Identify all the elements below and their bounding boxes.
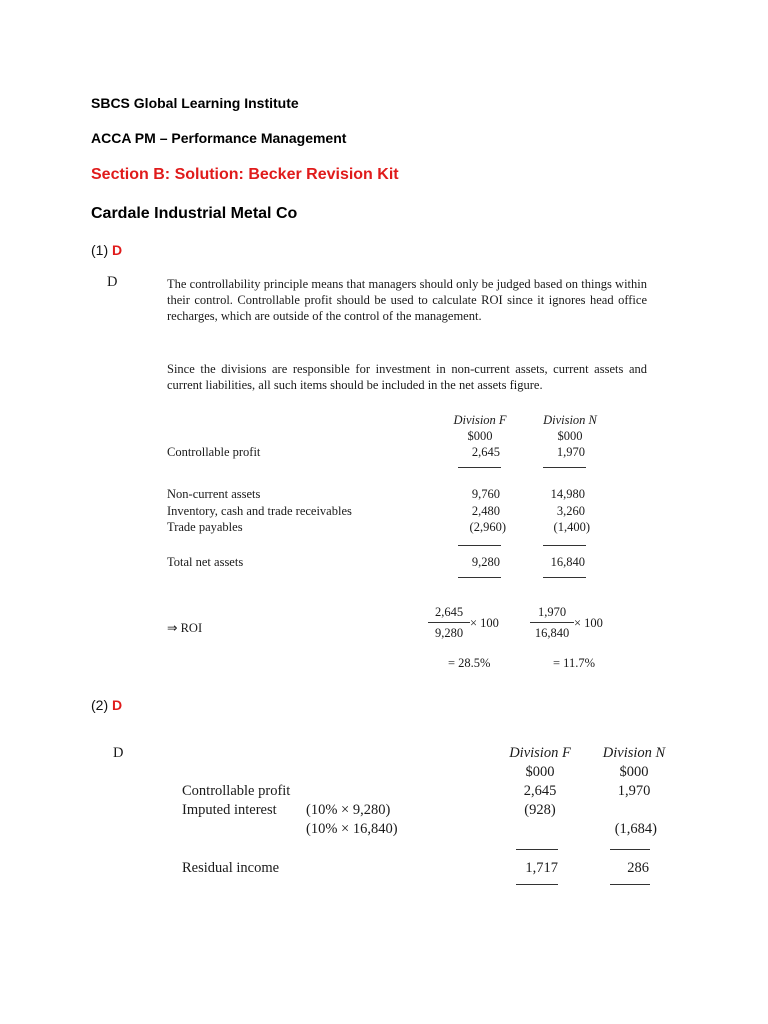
answer-1-paragraph-1: The controllability principle means that managers should only be judged based on things within their control. Controllable profit should be used to calculate ROI since it ignores head office recharges, which are outside of the control of the management.	[167, 277, 647, 323]
underline-rule	[543, 545, 586, 546]
q1-row-value-n: 14,980	[550, 487, 585, 501]
underline-rule	[610, 884, 650, 885]
q2-interest-calc-n: (10% × 16,840)	[306, 821, 398, 837]
q1-row-value-f: 2,480	[471, 504, 500, 518]
q1-row-value-n: (1,400)	[553, 520, 590, 534]
q1-row-label: Total net assets	[167, 555, 244, 569]
roi-n-multiplier: × 100	[574, 616, 603, 630]
question-2-number: (2)	[91, 697, 112, 713]
q2-ri-n: 286	[627, 860, 649, 876]
question-1-number: (1)	[91, 242, 112, 258]
q2-interest-f: (928)	[524, 802, 556, 818]
q2-unit-f: $000	[525, 764, 555, 780]
roi-n-numerator: 1,970	[537, 605, 567, 619]
roi-f-result: = 28.5%	[448, 656, 491, 670]
answer-1-paragraph-2: Since the divisions are responsible for investment in non-current assets, current assets and current liabilities, all such items should be included in the net assets figure.	[167, 362, 647, 392]
q1-row-value-f: 2,645	[471, 445, 500, 459]
question-1-answer: D	[112, 242, 123, 258]
q1-row-label: Trade payables	[167, 520, 243, 534]
q1-row-label: Controllable profit	[167, 445, 261, 459]
question-2-answer: D	[112, 697, 123, 713]
underline-rule	[458, 577, 501, 578]
q2-interest-label: Imputed interest	[182, 802, 277, 818]
underline-rule	[516, 884, 558, 885]
roi-f-denominator: 9,280	[434, 626, 464, 640]
institute-name: SBCS Global Learning Institute	[91, 95, 299, 111]
q1-row-value-f: 9,280	[471, 555, 500, 569]
underline-rule	[610, 849, 650, 850]
section-title: Section B: Solution: Becker Revision Kit	[91, 166, 399, 183]
q1-row-value-f: 9,760	[471, 487, 500, 501]
roi-n-result: = 11.7%	[553, 656, 595, 670]
q2-col-division-f: Division F	[509, 745, 571, 761]
question-1-label	[91, 242, 122, 258]
question-2-label	[91, 697, 122, 713]
q1-unit-n: $000	[557, 429, 583, 443]
roi-n-denominator: 16,840	[534, 626, 570, 640]
fraction-bar	[530, 622, 574, 623]
answer-1-letter: D	[107, 274, 118, 290]
underline-rule	[458, 545, 501, 546]
underline-rule	[516, 849, 558, 850]
q1-row-value-f: (2,960)	[469, 520, 506, 534]
q2-interest-n: (1,684)	[614, 821, 657, 837]
q1-row-value-n: 3,260	[556, 504, 585, 518]
roi-f-numerator: 2,645	[434, 605, 464, 619]
answer-2-letter: D	[113, 745, 124, 761]
q1-row-value-n: 1,970	[556, 445, 585, 459]
course-title: ACCA PM – Performance Management	[91, 130, 347, 146]
case-title: Cardale Industrial Metal Co	[91, 205, 298, 222]
underline-rule	[458, 467, 501, 468]
q1-col-division-f: Division F	[453, 413, 507, 427]
q1-row-value-n: 16,840	[550, 555, 585, 569]
q1-row-label: Inventory, cash and trade receivables	[167, 504, 352, 518]
q2-interest-calc-f: (10% × 9,280)	[306, 802, 391, 818]
q2-profit-label: Controllable profit	[182, 783, 291, 799]
q2-profit-f: 2,645	[523, 783, 557, 799]
underline-rule	[543, 577, 586, 578]
roi-label: ⇒ ROI	[167, 621, 203, 635]
fraction-bar	[428, 622, 470, 623]
q1-unit-f: $000	[467, 429, 493, 443]
q2-profit-n: 1,970	[617, 783, 651, 799]
q2-unit-n: $000	[619, 764, 649, 780]
q2-ri-label: Residual income	[182, 860, 280, 876]
roi-f-multiplier: × 100	[470, 616, 499, 630]
q2-col-division-n: Division N	[602, 745, 666, 761]
q1-row-label: Non-current assets	[167, 487, 261, 501]
q2-ri-f: 1,717	[525, 860, 558, 876]
underline-rule	[543, 467, 586, 468]
q1-col-division-n: Division N	[543, 413, 597, 427]
